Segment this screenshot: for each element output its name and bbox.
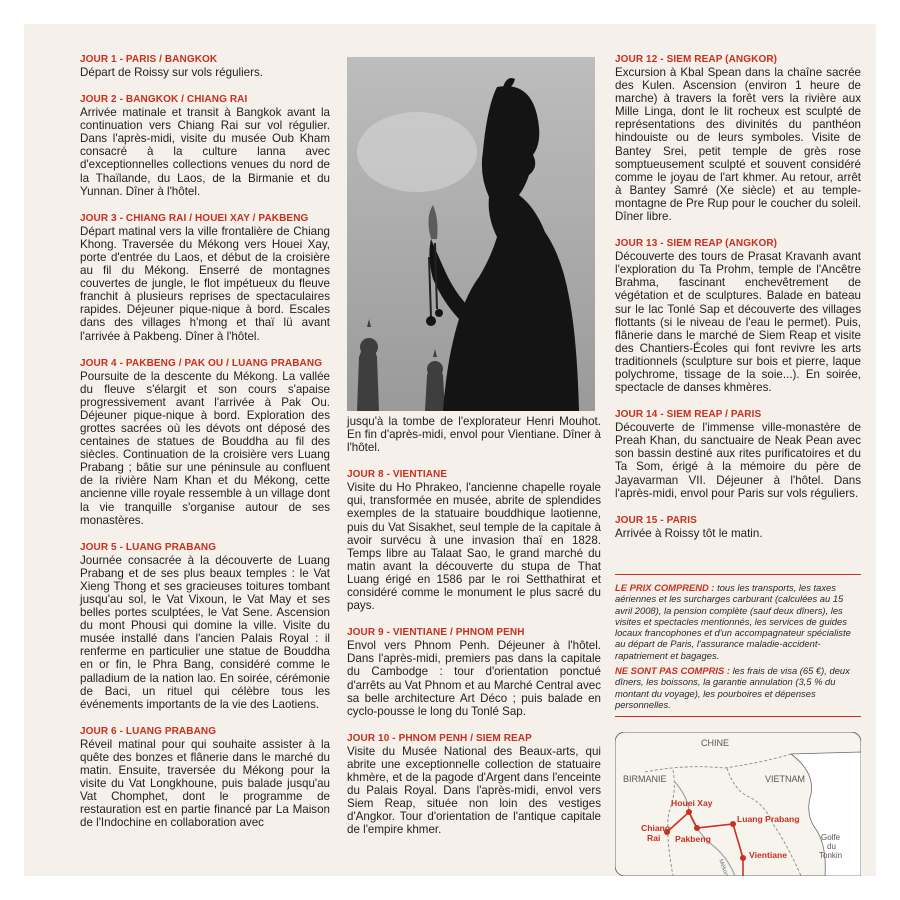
day-text: Réveil matinal pour qui souhaite assister à la quête des bonzes et flânerie dans le marché du matin. Ensuite, traversée du Mékong pour la visite du Vat Longkhoune, puis balade jusqu'au Vat Chomphet, dont le programme de restauration est en partie financé par La Maison de l'Indochine en collaboration avec <box>80 737 330 830</box>
label-chiang-rai-1: Chiang <box>641 823 671 833</box>
day-block <box>80 726 330 830</box>
label-chiang-rai-2: Rai <box>647 833 661 843</box>
continuation-text: jusqu'à la tombe de l'explorateur Henri Mouhot. En fin d'après-midi, envol pour Vientiane. Dîner à l'hôtel. <box>347 415 601 455</box>
label-houei-xay: Houei Xay <box>671 798 713 808</box>
map-graphic <box>615 732 861 876</box>
day-block <box>615 409 861 500</box>
day-text: Arrivée matinale et transit à Bangkok avant la continuation vers Chiang Rai sur vol régulier. Dans l'après-midi, visite du musée Oub Kham consacré à la culture lanna avec d'exceptionnelles collections venues du nord de la Thaïlande, du Laos, de la Birmanie et du Yunnan. Dîner à l'hôtel. <box>80 106 330 198</box>
day-text: Journée consacrée à la découverte de Luang Prabang et de ses plus beaux temples : le Vat Xieng Thong et ses gracieuses toitures tombant jusqu'au sol, le Vat Vixoun, le Vat May et ses belles portes sculptées, le Vat Sene. Ascension du mont Phousi qui domine la ville. Visite du musée installé dans l'ancien Palais Royal : il renferme en particulier une statue de Bouddha en or fin, le Phra Bang, considéré comme le palladium de la nation lao. En soirée, cérémonie de Baci, un rituel qui célèbre tous les événements importants de la vie des Laotiens. <box>80 553 330 711</box>
day-block <box>615 238 861 394</box>
label-mekong: Mékong <box>717 858 731 876</box>
price-included-text: tous les transports, les taxes aériennes et les surcharges carburant (calculées au 15 avril 2008), la pension complète (sauf deux dîners), les visites et spectacles mentionnés, les services de guides locaux francophones et d'un accompagnateur spécialiste au départ de Paris, l'assurance maladie-accident-rapatriement et bagages. <box>615 582 851 661</box>
city-dot-vientiane <box>740 855 746 861</box>
day-block <box>347 627 601 718</box>
day-title: JOUR 14 - SIEM REAP / PARIS <box>615 409 762 421</box>
price-excluded-label: NE SONT PAS COMPRIS : <box>615 665 730 677</box>
city-dot-pakbeng <box>694 825 700 831</box>
day-block <box>80 54 330 79</box>
day-title: JOUR 13 - SIEM REAP (ANGKOR) <box>615 238 778 250</box>
day-text: Visite du Musée National des Beaux-arts, qui abrite une exceptionnelle collection de statuaire khmère, et de la pagode d'Argent dans l'enceinte du Palais Royal. Dans l'après-midi, envol vers Siem Reap, située non loin des vestiges d'Angkor. Tour d'orientation de l'antique capitale de l'empire khmer. <box>347 744 601 837</box>
label-china: CHINE <box>701 738 730 748</box>
day-block <box>80 94 330 198</box>
day-text: Départ matinal vers la ville frontalière de Chiang Khong. Traversée du Mékong vers Houei Xay, porte d'entrée du Laos, et début de la croisière au fil du Mékong. Enserré de montagnes couvertes de jungle, le flot impétueux du fleuve franchit à plusieurs reprises de spectaculaires rapides. Déjeuner pique-nique à bord. Escales dans des villages h'mong et thaï lü avant l'arrivée à Pakbeng. Dîner à l'hôtel. <box>80 224 330 343</box>
day-title: JOUR 4 - PAKBENG / PAK OU / LUANG PRABANG <box>80 357 323 369</box>
route-map <box>615 732 861 876</box>
day-block <box>80 542 330 711</box>
day-title: JOUR 8 - VIENTIANE <box>347 469 448 481</box>
city-dot-houei-xay <box>686 809 692 815</box>
day-text: Excursion à Kbal Spean dans la chaîne sacrée des Kulen. Ascension (environ 1 heure de marche) à travers la forêt vers la rivière aux Mille Linga, dont le lit rocheux est sculpté de représentations des divinités du panthéon hindouiste ou de leurs symboles. Visite de Bantey Srei, petit temple de grès rose somptueusement sculpté et souvent considéré comme le joyau de l'art khmer. Au retour, arrêt à Bantey Samré (Xe siècle) et au temple-montagne de Pre Rup pour le coucher du soleil. Dîner libre. <box>615 66 861 224</box>
day-text: Départ de Roissy sur vols réguliers. <box>80 66 263 79</box>
city-dot-luang-prabang <box>730 821 736 827</box>
price-divider <box>615 716 861 717</box>
day-block <box>347 733 601 837</box>
price-excluded <box>615 665 861 710</box>
itinerary-column-3 <box>615 54 861 555</box>
day-title: JOUR 12 - SIEM REAP (ANGKOR) <box>615 54 778 65</box>
day-text: Arrivée à Roissy tôt le matin. <box>615 526 763 540</box>
label-gulf-1: Golfe <box>821 833 841 842</box>
day-title: JOUR 6 - LUANG PRABANG <box>80 725 217 737</box>
day-block <box>347 469 601 612</box>
itinerary-column-2 <box>347 415 601 851</box>
label-gulf-2: du <box>827 842 836 851</box>
day-title: JOUR 5 - LUANG PRABANG <box>80 541 217 553</box>
day-title: JOUR 1 - PARIS / BANGKOK <box>80 54 218 65</box>
label-burma: BIRMANIE <box>623 774 667 784</box>
day-title: JOUR 10 - PHNOM PENH / SIEM REAP <box>347 732 532 744</box>
label-luang-prabang: Luang Prabang <box>737 814 800 824</box>
day-title: JOUR 9 - VIENTIANE / PHNOM PENH <box>347 627 525 639</box>
day-title: JOUR 15 - PARIS <box>615 514 697 526</box>
day-block <box>80 213 330 343</box>
day-block <box>80 358 330 527</box>
label-pakbeng: Pakbeng <box>675 834 711 844</box>
itinerary-column-1 <box>80 54 330 845</box>
day-text: Visite du Ho Phrakeo, l'ancienne chapelle royale qui, transformée en musée, abrite de splendides exemples de la statuaire bouddhique laotienne, puis du Vat Sisakhet, seul temple de la capitale à avoir survécu à une invasion thaï en 1828. Temps libre au Talaat Sao, le grand marché du matin avant la découverte du stupa de That Luang érigé en 1586 par le roi Setthathirat et considéré comme le monument le plus sacré du pays. <box>347 481 601 613</box>
day-block <box>615 515 861 540</box>
day-title: JOUR 3 - CHIANG RAI / HOUEI XAY / PAKBENG <box>80 212 309 224</box>
label-vietnam: VIETNAM <box>765 774 806 784</box>
photo-graphic <box>347 57 595 411</box>
price-included-label: LE PRIX COMPREND : <box>615 582 715 593</box>
day-title: JOUR 2 - BANGKOK / CHIANG RAI <box>80 94 248 106</box>
price-excluded-text: les frais de visa (65 €), deux dîners, les boissons, la garantie annulation (3,5 % du montant du voyage), les pourboires et dépenses personnelles. <box>615 665 850 710</box>
day-text: Envol vers Phnom Penh. Déjeuner à l'hôtel. Dans l'après-midi, premiers pas dans la capitale du Cambodge : tour d'orientation ponctué d'arrêts au Vat Phnom et au Marché Central avec sa belle architecture Art Déco ; puis balade en cyclo-pousse le long du Tonlé Sap. <box>347 639 601 718</box>
price-included <box>615 582 861 661</box>
day-text: Découverte des tours de Prasat Kravanh avant l'exploration du Ta Prohm, temple de l'Ancêtre Brahma, fascinant enchevêtrement de végétation et de sculptures. Balade en bateau sur le lac Tonlé Sap et découverte des villages flottants (si le niveau de l'eau le permet). Puis, flânerie dans le marché de Siem Reap et visite des Chantiers-Écoles qui font revivre les arts traditionnels (sculpture sur bois et pierre, laque polychrome, tissage de la soie...). En soirée, spectacle de danses khmères. <box>615 250 861 395</box>
price-conditions <box>615 574 861 717</box>
label-vientiane: Vientiane <box>749 850 788 860</box>
buddha-statues-photo <box>347 57 595 411</box>
day-text: Poursuite de la descente du Mékong. La vallée du fleuve s'élargit et son cours s'apaise progressivement avant l'arrivée à Pak Ou. Déjeuner pique-nique à bord. Exploration des grottes sacrées où les dévots ont déposé des centaines de statues de Bouddha au fil des siècles. Continuation de la croisière vers Luang Prabang ; bâtie sur une péninsule au confluent de la rivière Nam Khan et du Mékong, cette ancienne ville royale ressemble à un village dont la vie tranquille s'organise autour de ses monastères. <box>80 369 330 527</box>
day-block <box>615 54 861 223</box>
label-gulf-3: Tonkin <box>819 851 843 860</box>
day-text: Découverte de l'immense ville-monastère de Preah Khan, du sanctuaire de Neak Pean avec son bassin destiné aux rites purificatoires et du Ta Som, érigé à la mémoire du père de Jayavarman VII. Déjeuner à l'hôtel. Dans l'après-midi, envol pour Paris sur vols réguliers. <box>615 421 861 500</box>
photo-credit: Jean-Christian Cornu <box>603 334 613 420</box>
